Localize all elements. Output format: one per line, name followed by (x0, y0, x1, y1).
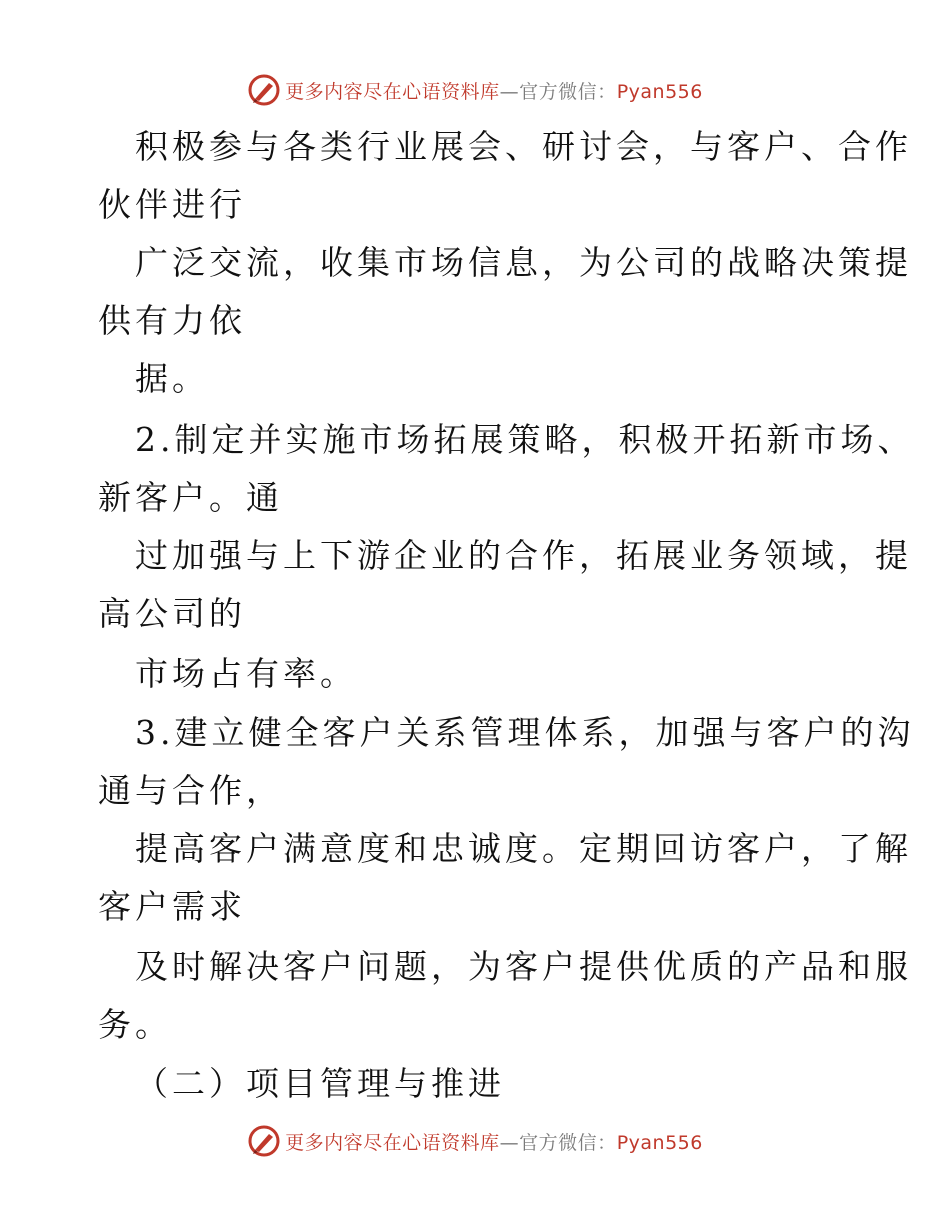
text-line: 伙伴进行 (98, 185, 246, 224)
text-line: 供有力依 (98, 301, 246, 340)
banner-dash: — (499, 1131, 520, 1154)
banner-main-text: 更多内容尽在心语资料库 (285, 80, 500, 103)
text-line: 务。 (98, 1005, 172, 1044)
banner-wechat-label: 官方微信： (519, 1131, 617, 1154)
section-heading: （二）项目管理与推进 (135, 1064, 505, 1103)
text-line: 广泛交流，收集市场信息，为公司的战略决策提 (135, 243, 912, 282)
text-line: 高公司的 (98, 594, 246, 633)
text-line: 积极参与各类行业展会、研讨会，与客户、合作 (135, 127, 912, 166)
text-line: 据。 (135, 359, 209, 398)
banner-wechat-id: Pyan556 (616, 80, 703, 103)
banner-main-text: 更多内容尽在心语资料库 (285, 1131, 500, 1154)
text-line: 市场占有率。 (135, 654, 357, 693)
text-line: 新客户。通 (98, 478, 283, 517)
text-line: 及时解决客户问题，为客户提供优质的产品和服 (135, 947, 912, 986)
text-line: 3.建立健全客户关系管理体系，加强与客户的沟 (135, 713, 915, 752)
text-line: 过加强与上下游企业的合作，拓展业务领域，提 (135, 536, 912, 575)
text-line: 2.制定并实施市场拓展策略，积极开拓新市场、 (135, 420, 915, 459)
pen-logo-icon (247, 1124, 281, 1158)
text-line: 客户需求 (98, 887, 246, 926)
text-line: 提高客户满意度和忠诚度。定期回访客户，了解 (135, 829, 912, 868)
banner-wechat-id: Pyan556 (616, 1131, 703, 1154)
footer-watermark-banner (0, 1121, 950, 1161)
banner-wechat-label: 官方微信： (519, 80, 617, 103)
text-line: 通与合作， (98, 771, 283, 810)
banner-dash: — (499, 80, 520, 103)
